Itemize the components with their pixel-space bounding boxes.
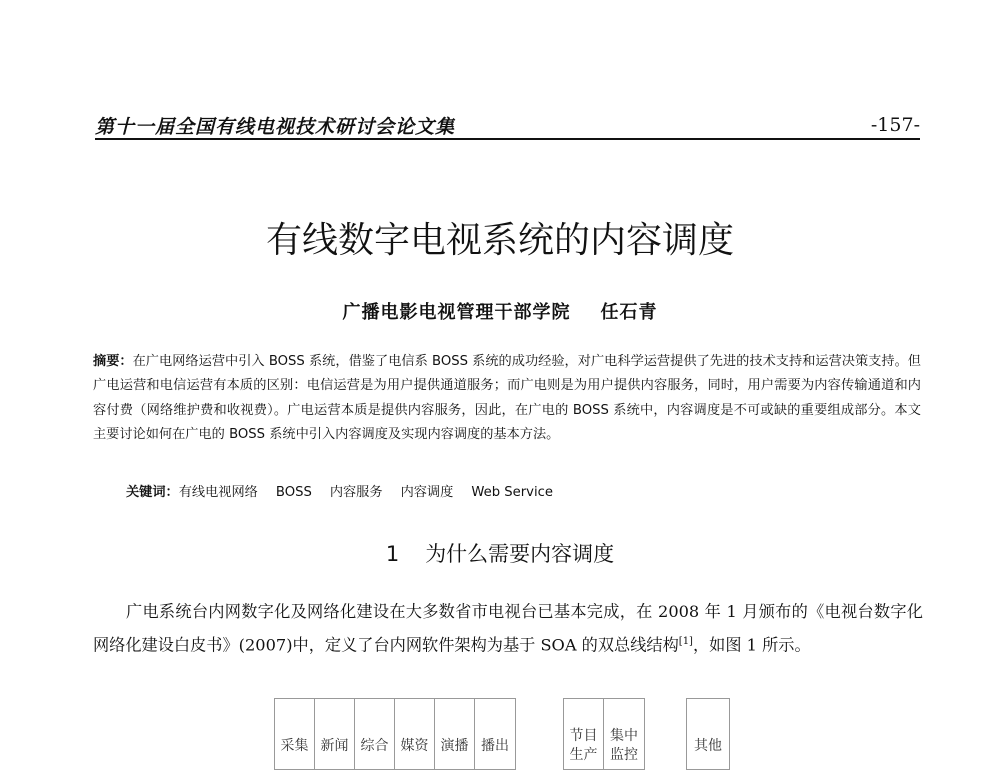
keywords [126,481,571,500]
figure-cell: 节目生产 [564,699,604,769]
figure-cell: 演播 [435,699,475,769]
author-line [0,298,1000,324]
keyword-item: Web Service [471,485,553,500]
keyword-item: 内容调度 [400,485,454,500]
section-title: 为什么需要内容调度 [425,542,615,566]
citation-ref: [1] [678,636,693,647]
section-heading [0,538,1000,568]
figure-group-production [563,698,645,770]
running-header [95,108,920,140]
figure-cell: 新闻 [315,699,355,769]
body-text: 广电系统台内网数字化及网络化建设在大多数省市电视台已基本完成，在 2008 年 1 月颁布的《电视台数字化网络化建设白皮书》(2007)中，定义了台内网软件架构为基于 SOA 的双总线结构 [93,602,923,655]
figure-1 [0,698,1000,763]
paper-title: 有线数字电视系统的内容调度 [265,220,734,261]
author-name: 任石青 [600,302,658,323]
keywords-label: 关键词： [126,485,179,500]
abstract-text: 在广电网络运营中引入 BOSS 系统，借鉴了电信系 BOSS 系统的成功经验，对广电科学运营提供了先进的技术支持和运营决策支持。但广电运营和电信运营有本质的区别：电信运营是为用户提供通道服务；而广电则是为用户提供内容服务，同时，用户需要为内容传输通道和内容付费（网络维护费和收视费）。广电运营本质是提供内容服务，因此，在广电的 BOSS 系统中，内容调度是不可或缺的重要组成部分。本文主要讨论如何在广电的 BOSS 系统中引入内容调度及实现内容调度的基本方法。 [93,354,921,442]
abstract [93,350,921,447]
figure-cell: 媒资 [395,699,435,769]
running-title: 第十一届全国有线电视技术研讨会论文集 [95,116,456,138]
figure-cell: 综合 [355,699,395,769]
figure-group-other [686,698,730,770]
keyword-item: 有线电视网络 [178,485,258,500]
keyword-item: BOSS [275,485,312,500]
figure-group-apps [274,698,516,770]
body-paragraph [93,597,923,660]
body-text-end: ，如图 1 所示。 [692,635,811,655]
figure-cell: 集中监控 [610,728,638,763]
figure-cell: 其他 [694,738,722,754]
keyword-item: 内容服务 [329,485,383,500]
section-number: 1 [385,542,400,566]
page-number: -157- [870,114,920,136]
figure-cell: 播出 [481,738,509,754]
author-affiliation: 广播电影电视管理干部学院 [342,302,571,323]
figure-cell: 采集 [275,699,315,769]
abstract-label: 摘要： [93,354,133,369]
